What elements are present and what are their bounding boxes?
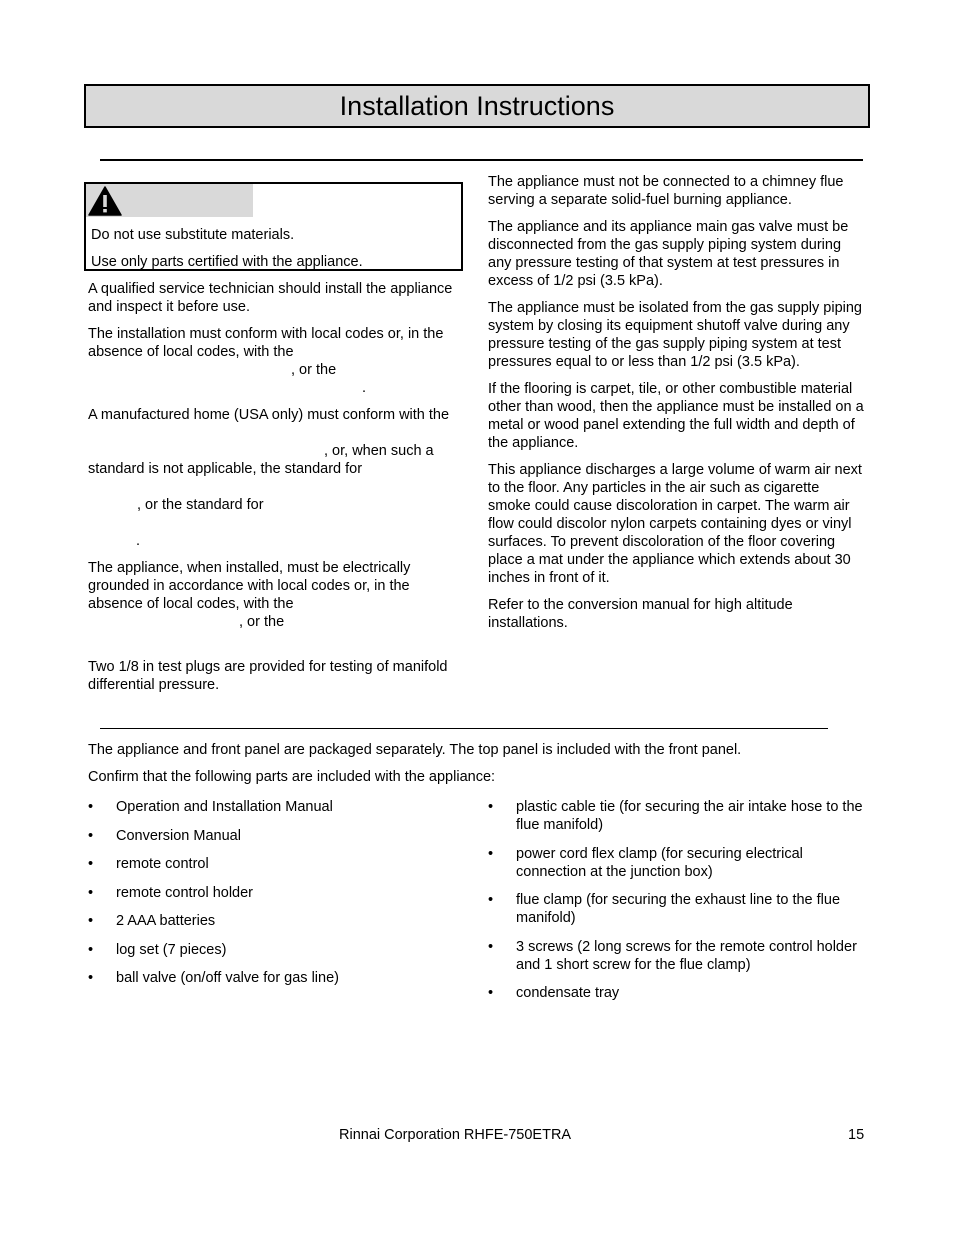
list-item: • 2 AAA batteries bbox=[88, 912, 458, 930]
warning-box bbox=[84, 182, 463, 271]
paragraph: The appliance must be isolated from the gas supply piping system by closing its equipment shutoff valve during any pressure testing of the gas supply piping system at test pressures equal to or less than 1/2 psi (3.5 kPa). bbox=[488, 300, 862, 370]
list-item: • flue clamp (for securing the exhaust line to the flue manifold) bbox=[488, 891, 868, 927]
parts-intro bbox=[88, 741, 868, 795]
section-divider-parts bbox=[100, 728, 828, 729]
paragraph: Refer to the conversion manual for high altitude installations. bbox=[488, 597, 793, 631]
list-item: • power cord flex clamp (for securing electrical connection at the junction box) bbox=[488, 845, 868, 881]
paragraph: Two 1/8 in test plugs are provided for testing of manifold differential pressure. bbox=[88, 659, 448, 693]
paragraph: If the flooring is carpet, tile, or other combustible material other than wood, then the appliance must be installed on a metal or wood panel extending the full width and depth of the appliance. bbox=[488, 381, 864, 451]
warning-triangle-icon bbox=[88, 186, 122, 216]
warning-line: Do not use substitute materials. bbox=[91, 227, 295, 243]
parts-list-right bbox=[488, 798, 868, 1002]
warning-line: Use only parts certified with the appliance. bbox=[91, 254, 363, 270]
text-fragment bbox=[88, 631, 460, 658]
paragraph: A qualified service technician should install the appliance and inspect it before use. bbox=[88, 281, 453, 315]
paragraph: Confirm that the following parts are included with the appliance: bbox=[88, 769, 496, 785]
text-fragment: , or the bbox=[291, 362, 337, 378]
text-fragment: The installation must conform with local codes or, in the absence of local codes, with the bbox=[88, 326, 444, 360]
paragraph: A manufactured home (USA only) must conform with the bbox=[88, 407, 450, 423]
list-item: • ball valve (on/off valve for gas line) bbox=[88, 969, 458, 987]
list-item: • 3 screws (2 long screws for the remote control holder and 1 short screw for the flue clamp) bbox=[488, 938, 868, 974]
section-divider-top bbox=[100, 159, 863, 161]
paragraph: The appliance and front panel are packaged separately. The top panel is included with the front panel. bbox=[88, 742, 742, 758]
right-column bbox=[488, 173, 864, 641]
left-column bbox=[88, 280, 460, 703]
paragraph: The appliance must not be connected to a chimney flue serving a separate solid-fuel burning appliance. bbox=[488, 174, 844, 208]
text-fragment: . bbox=[136, 533, 141, 549]
text-fragment: , or the bbox=[239, 614, 285, 630]
list-item: • remote control holder bbox=[88, 884, 458, 902]
footer-doc-title: Rinnai Corporation RHFE-750ETRA bbox=[339, 1127, 572, 1143]
title-banner bbox=[84, 84, 870, 128]
page-title: Installation Instructions bbox=[339, 91, 615, 121]
text-fragment: . bbox=[362, 380, 367, 396]
page-number: 15 bbox=[848, 1127, 865, 1143]
warning-header bbox=[86, 184, 253, 217]
text-fragment bbox=[88, 424, 460, 442]
paragraph: The appliance, when installed, must be electrically grounded in accordance with local codes or, in the absence of local codes, with the bbox=[88, 560, 411, 612]
paragraph: This appliance discharges a large volume of warm air next to the floor. Any particles in the air such as cigarette smoke could cause discoloration in carpet. The warm air flow could discolor nylon carpets containing dyes or vinyl surfaces. To prevent discoloration of the floor covering place a mat under the appliance which extends about 30 inches in front of it. bbox=[488, 462, 862, 586]
paragraph bbox=[88, 325, 460, 361]
list-item: • remote control bbox=[88, 855, 458, 873]
text-fragment: , or, when such a standard is not applicable, the standard for bbox=[88, 443, 434, 477]
parts-list-left bbox=[88, 798, 458, 987]
list-item: • plastic cable tie (for securing the air intake hose to the flue manifold) bbox=[488, 798, 868, 834]
paragraph: The appliance and its appliance main gas valve must be disconnected from the gas supply piping system during any pressure testing of that system at test pressures in excess of 1/2 psi (3.5 kPa). bbox=[488, 219, 849, 289]
list-item: • log set (7 pieces) bbox=[88, 941, 458, 959]
text-fragment: , or the standard for bbox=[137, 497, 264, 513]
list-item: • Operation and Installation Manual bbox=[88, 798, 458, 816]
paragraph bbox=[88, 442, 460, 478]
list-item: • condensate tray bbox=[488, 984, 868, 1002]
text-fragment bbox=[88, 478, 460, 496]
list-item: • Conversion Manual bbox=[88, 827, 458, 845]
text-fragment bbox=[88, 514, 460, 532]
